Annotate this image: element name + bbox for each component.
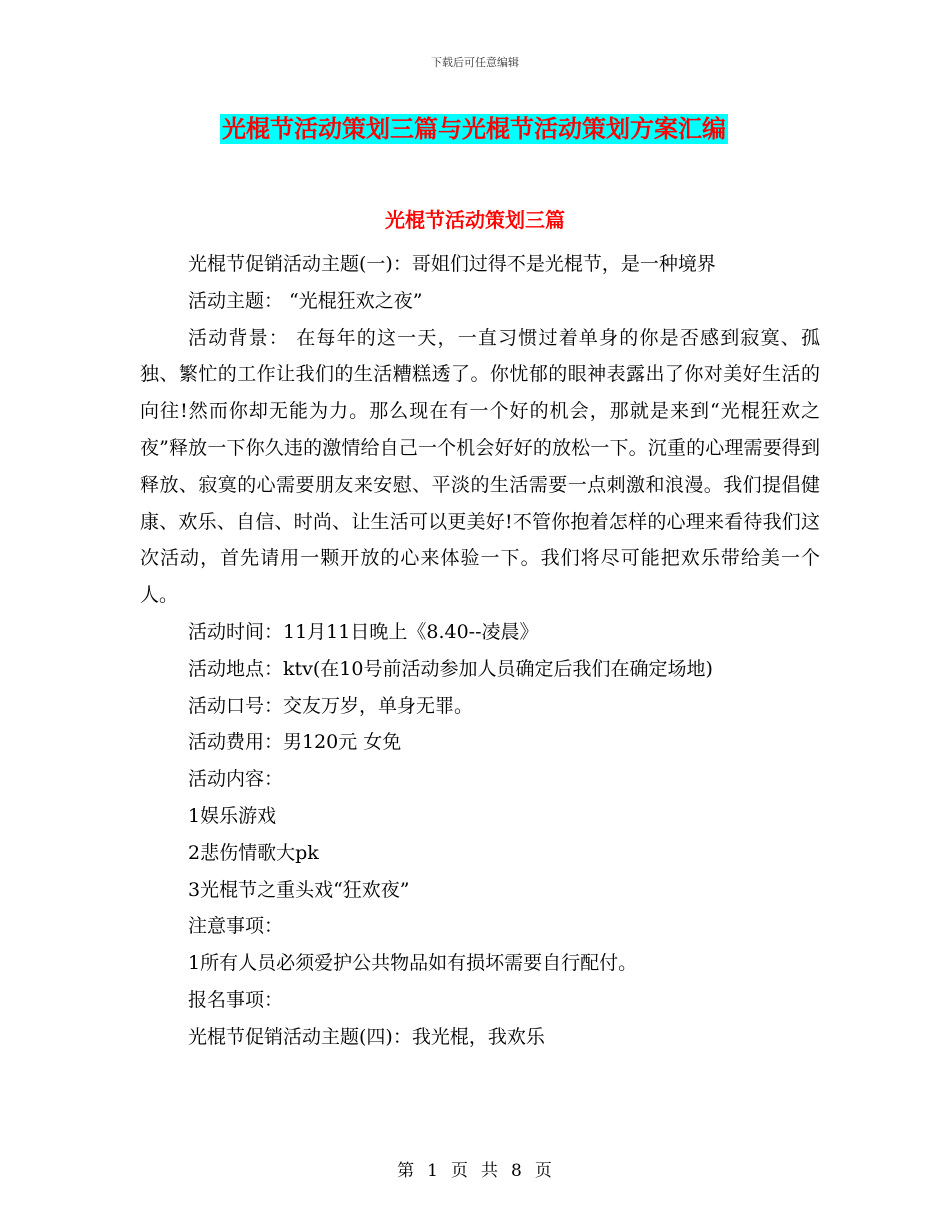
paragraph-activity-background: 活动背景： 在每年的这一天，一直习惯过着单身的你是否感到寂寞、孤独、繁忙的工作让我们的生活糟糕透了。你忧郁的眼神表露出了你对美好生活的向往!然而你却无能为力。那么现在有一个好的机会，那就是来到“光棍狂欢之夜”释放一下你久违的激情给自己一个机会好好的放松一下。沉重的心理需要得到释放、寂寞的心需要朋友来安慰、平淡的生活需要一点刺激和浪漫。我们提倡健康、欢乐、自信、时尚、让生活可以更美好!不管你抱着怎样的心理来看待我们这次活动，首先请用一颗开放的心来体验一下。我们将尽可能把欢乐带给美一个人。 [140,326,820,607]
footer-total-unit: 页 [534,1161,553,1181]
list-item: 1娱乐游戏 [188,804,277,827]
footer-page-unit: 页 [451,1161,469,1181]
paragraph-activity-content: 活动内容： [188,768,284,791]
document-body [140,246,820,1056]
paragraph-theme-one: 光棍节促销活动主题(一)：哥姐们过得不是光棍节，是一种境界 [188,253,716,275]
list-item: 3光棍节之重头戏“狂欢夜” [188,878,410,901]
list-item: 1所有人员必须爱护公共物品如有损坏需要自行配付。 [188,952,638,975]
footer-total-number: 8 [511,1161,523,1181]
paragraph-activity-theme: 活动主题： “光棍狂欢之夜” [188,289,423,312]
list-item: 2悲伤情歌大pk [188,841,319,864]
footer-total-label: 共 [481,1161,499,1181]
paragraph-registration-heading: 报名事项： [188,988,284,1011]
footer-page-label: 第 [397,1161,416,1181]
document-title: 光棍节活动策划三篇与光棍节活动策划方案汇编 [222,114,726,143]
paragraph-activity-location: 活动地点：ktv(在10号前活动参加人员确定后我们在确定场地) [188,657,713,680]
paragraph-notes-heading: 注意事项： [188,915,284,938]
footer-page-number: 1 [427,1161,439,1181]
paragraph-theme-four: 光棍节促销活动主题(四)：我光棍，我欢乐 [188,1025,545,1048]
paragraph-activity-time: 活动时间：11月11日晚上《8.40--凌晨》 [188,620,539,643]
section-title: 光棍节活动策划三篇 [385,208,565,232]
header-note: 下载后可任意编辑 [431,56,519,69]
page-footer [0,1156,950,1181]
paragraph-activity-fee: 活动费用：男120元 女免 [188,731,402,754]
paragraph-activity-slogan: 活动口号：交友万岁，单身无罪。 [188,694,474,717]
